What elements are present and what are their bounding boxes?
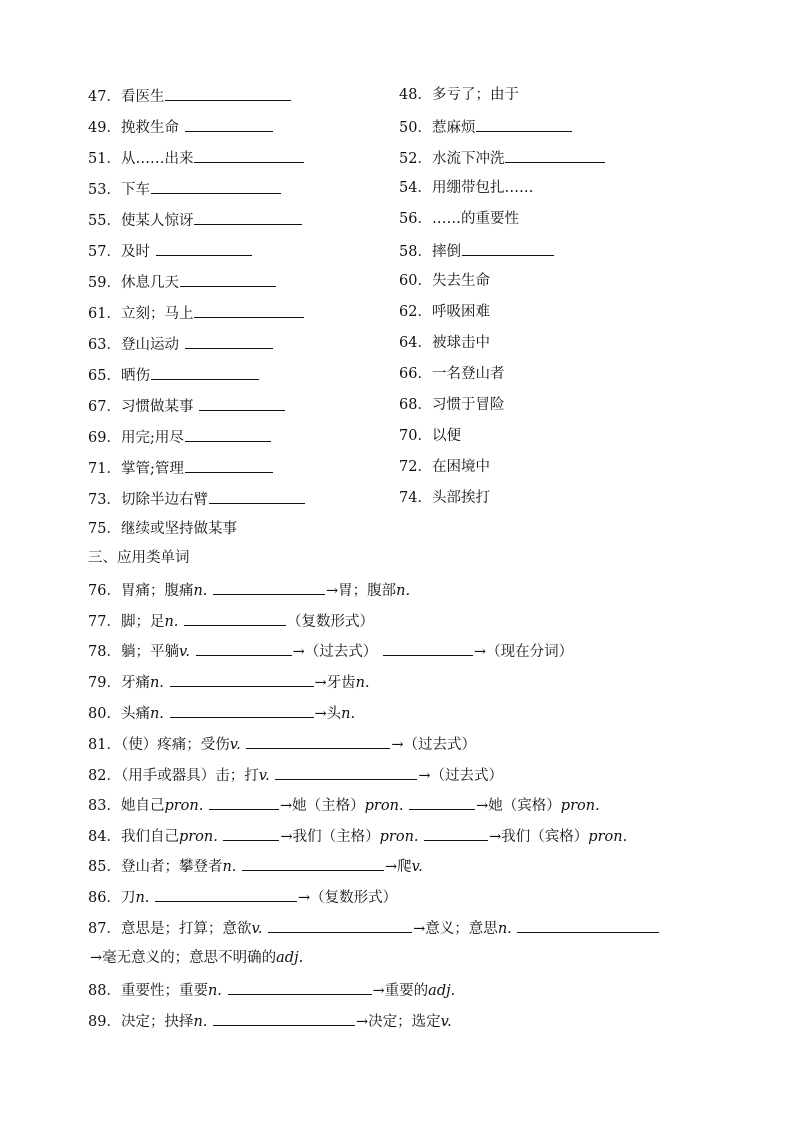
phrase-56: 56．……的重要性 [399, 211, 519, 227]
word-item-89: 89．决定；抉择n. →决定；选定v. [88, 1008, 728, 1032]
answer-blank[interactable] [151, 176, 281, 194]
answer-blank[interactable] [156, 238, 252, 256]
word-item-82: 82．（用手或器具）击；打v. →（过去式） [88, 762, 728, 786]
answer-blank[interactable] [275, 762, 417, 780]
answer-blank[interactable] [409, 792, 475, 810]
answer-blank[interactable] [517, 915, 659, 933]
phrase-51: 51．从……出来 [88, 151, 194, 167]
phrase-row [88, 83, 728, 107]
answer-blank[interactable] [151, 362, 259, 380]
answer-blank[interactable] [209, 792, 279, 810]
phrase-62: 62．呼吸困难 [399, 304, 490, 320]
answer-blank[interactable] [194, 300, 304, 318]
answer-blank[interactable] [213, 1008, 355, 1026]
phrase-49: 49．挽救生命 [88, 120, 179, 136]
answer-blank[interactable] [194, 145, 304, 163]
phrase-row [88, 362, 728, 386]
word-item-84: 84．我们自己pron. →我们（主格）pron. →我们（宾格）pron. [88, 823, 728, 847]
phrase-48: 48．多亏了；由于 [399, 87, 519, 103]
phrase-65: 65．晒伤 [88, 368, 150, 384]
answer-blank[interactable] [185, 114, 273, 132]
phrase-73: 73．切除半边右臂 [88, 492, 208, 508]
answer-blank[interactable] [184, 608, 286, 626]
word-item-85: 85．登山者；攀登者n. →爬v. [88, 853, 728, 877]
phrase-row [88, 269, 728, 293]
word-item-87-continued: →毫无意义的；意思不明确的adj. [90, 950, 304, 966]
section-title: 三、应用类单词 [88, 550, 190, 566]
answer-blank[interactable] [185, 331, 273, 349]
phrase-70: 70．以便 [399, 428, 461, 444]
phrase-57: 57．及时 [88, 244, 150, 260]
answer-blank[interactable] [383, 638, 473, 656]
answer-blank[interactable] [194, 207, 302, 225]
phrase-row [88, 114, 728, 138]
word-item-76: 76．胃痛；腹痛n. →胃；腹部n. [88, 577, 728, 601]
phrase-55: 55．使某人惊讶 [88, 213, 194, 229]
word-item-77: 77．脚；足n. （复数形式） [88, 608, 728, 632]
answer-blank[interactable] [476, 114, 572, 132]
answer-blank[interactable] [242, 853, 384, 871]
phrase-row [88, 455, 728, 479]
phrase-50: 50．惹麻烦 [399, 120, 476, 136]
phrase-52: 52．水流下冲洗 [399, 151, 505, 167]
phrase-row [88, 424, 728, 448]
phrase-68: 68．习惯于冒险 [399, 397, 505, 413]
phrase-row [88, 176, 728, 200]
answer-blank[interactable] [268, 915, 412, 933]
answer-blank[interactable] [223, 823, 279, 841]
answer-blank[interactable] [505, 145, 605, 163]
answer-blank[interactable] [170, 669, 314, 687]
phrase-row [88, 300, 728, 324]
phrase-row [88, 207, 728, 231]
answer-blank[interactable] [165, 83, 291, 101]
phrase-59: 59．休息几天 [88, 275, 179, 291]
phrase-66: 66．一名登山者 [399, 366, 505, 382]
phrase-row [88, 486, 728, 510]
word-item-83: 83．她自己pron. →她（主格）pron. →她（宾格）pron. [88, 792, 728, 816]
phrase-63: 63．登山运动 [88, 337, 179, 353]
phrase-row [88, 517, 728, 541]
answer-blank[interactable] [170, 700, 314, 718]
phrase-47: 47．看医生 [88, 89, 165, 105]
phrase-71: 71．掌管;管理 [88, 461, 184, 477]
answer-blank[interactable] [213, 577, 325, 595]
answer-blank[interactable] [462, 238, 554, 256]
word-item-78: 78．躺；平躺v. →（过去式） →（现在分词） [88, 638, 728, 662]
phrase-69: 69．用完;用尽 [88, 430, 184, 446]
phrase-row [88, 331, 728, 355]
phrase-row [88, 393, 728, 417]
word-item-88: 88．重要性；重要n. →重要的adj. [88, 977, 728, 1001]
answer-blank[interactable] [196, 638, 292, 656]
phrase-72: 72．在困境中 [399, 459, 490, 475]
phrase-74: 74．头部挨打 [399, 490, 490, 506]
phrase-64: 64．被球击中 [399, 335, 490, 351]
phrase-58: 58．摔倒 [399, 244, 461, 260]
answer-blank[interactable] [209, 486, 305, 504]
answer-blank[interactable] [185, 424, 271, 442]
word-item-80: 80．头痛n. →头n. [88, 700, 728, 724]
answer-blank[interactable] [228, 977, 372, 995]
word-item-86: 86．刀n. →（复数形式） [88, 884, 728, 908]
word-item-79: 79．牙痛n. →牙齿n. [88, 669, 728, 693]
answer-blank[interactable] [185, 455, 273, 473]
word-item-81: 81．（使）疼痛；受伤v. →（过去式） [88, 731, 728, 755]
answer-blank[interactable] [199, 393, 285, 411]
phrase-61: 61．立刻；马上 [88, 306, 194, 322]
answer-blank[interactable] [424, 823, 488, 841]
phrase-60: 60．失去生命 [399, 273, 490, 289]
phrase-75: 75．继续或坚持做某事 [88, 521, 237, 537]
answer-blank[interactable] [180, 269, 276, 287]
answer-blank[interactable] [155, 884, 297, 902]
phrase-row [88, 238, 728, 262]
phrase-53: 53．下车 [88, 182, 150, 198]
answer-blank[interactable] [246, 731, 390, 749]
word-item-87: 87．意思是；打算；意欲v. →意义；意思n. [88, 915, 728, 939]
phrase-54: 54．用绷带包扎…… [399, 180, 534, 196]
phrase-row [88, 145, 728, 169]
phrase-67: 67．习惯做某事 [88, 399, 194, 415]
